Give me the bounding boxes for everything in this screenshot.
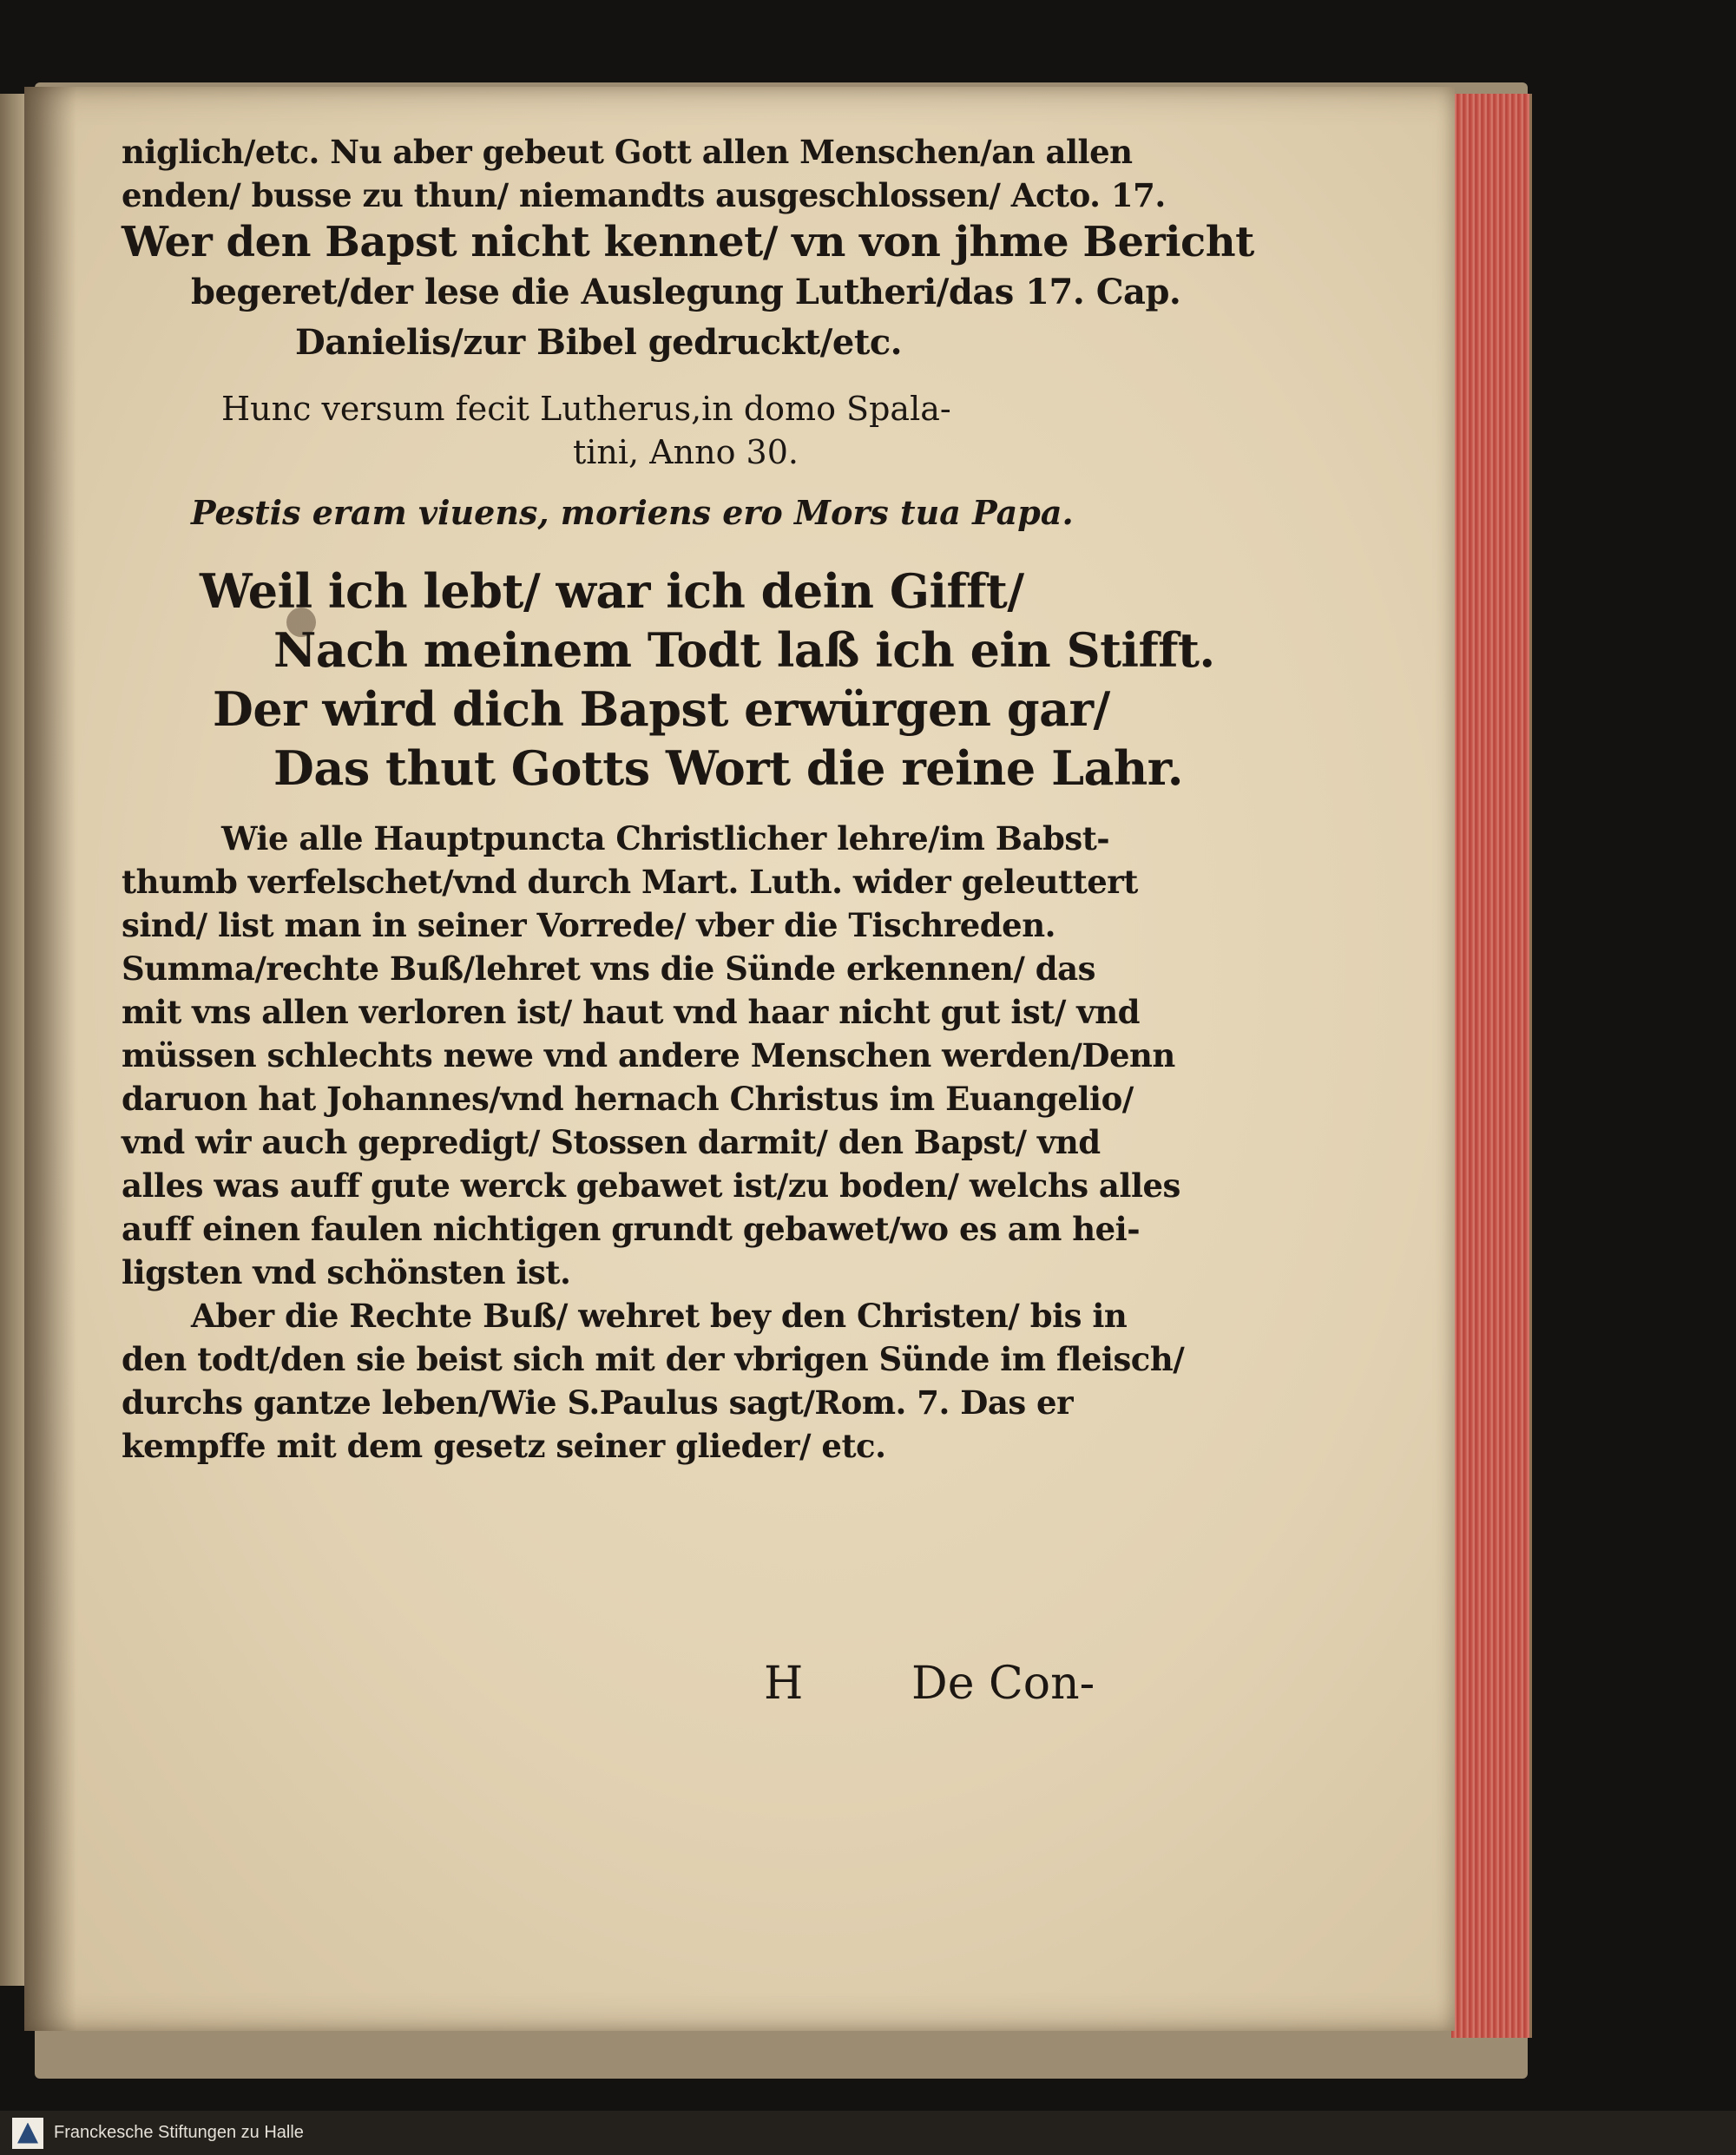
text-line: müssen schlechts newe vnd andere Menschen werden/Denn (122, 1036, 1175, 1074)
text-line: tini, Anno 30. (573, 433, 799, 471)
signature-mark: H (764, 1658, 804, 1710)
paragraph-hauptpuncta (122, 817, 1180, 1294)
red-page-edges (1451, 94, 1532, 2038)
bapst-paragraph (122, 217, 1254, 368)
verse-line: Der wird dich Bapst erwürgen gar/ (213, 681, 1110, 737)
institution-logo-icon (12, 2118, 43, 2149)
paragraph-rechte-buss (122, 1294, 1185, 1468)
page-text (122, 130, 1254, 1468)
text-line: Summa/rechte Buß/lehret vns die Sünde erkennen/ das (122, 949, 1095, 988)
text-line: sind/ list man in seiner Vorrede/ vber die Tischreden. (122, 906, 1055, 944)
text-line: vnd wir auch gepredigt/ Stossen darmit/ den Bapst/ vnd (122, 1123, 1101, 1161)
text-line: Hunc versum fecit Lutherus,in domo Spala- (221, 390, 951, 428)
text-line: Wie alle Hauptpuncta Christlicher lehre/im Babst- (221, 819, 1110, 857)
verse-line: Weil ich lebt/ war ich dein Gifft/ (200, 563, 1024, 619)
text-line: ligsten vnd schönsten ist. (122, 1253, 571, 1291)
text-line: durchs gantze leben/Wie S.Paulus sagt/Rom. 7. Das er (122, 1383, 1074, 1422)
text-line: begeret/der lese die Auslegung Lutheri/das 17. Cap. (191, 272, 1181, 312)
verse-line: Nach meinem Todt laß ich ein Stifft. (273, 622, 1215, 678)
text-line: Wer den Bapst nicht kennet/ vn von jhme Bericht (122, 218, 1254, 266)
text-line: kempffe mit dem gesetz seiner glieder/ etc. (122, 1427, 886, 1465)
latin-verse: Pestis eram viuens, moriens ero Mors tua Papa. (191, 493, 1074, 532)
german-verse (122, 562, 1215, 798)
verse-line: Das thut Gotts Wort die reine Lahr. (273, 740, 1184, 796)
text-line: enden/ busse zu thun/ niemandts ausgeschlossen/ Acto. 17. (122, 176, 1166, 214)
top-paragraph (122, 130, 1166, 217)
text-line: thumb verfelschet/vnd durch Mart. Luth. wider geleuttert (122, 863, 1138, 901)
text-line: daruon hat Johannes/vnd hernach Christus im Euangelio/ (122, 1080, 1134, 1118)
text-line: niglich/etc. Nu aber gebeut Gott allen Menschen/an allen (122, 133, 1133, 171)
institution-footer (0, 2111, 1736, 2155)
text-line: auff einen faulen nichtigen grundt gebawet/wo es am hei- (122, 1210, 1141, 1248)
text-line: den todt/den sie beist sich mit der vbrigen Sünde im fleisch/ (122, 1340, 1185, 1378)
institution-name: Franckesche Stiftungen zu Halle (54, 2123, 304, 2142)
gutter-shadow (24, 87, 76, 2031)
text-line: alles was auff gute werck gebawet ist/zu boden/ welchs alles (122, 1166, 1180, 1205)
latin-note (122, 387, 1137, 474)
text-line: Aber die Rechte Buß/ wehret bey den Christen/ bis in (191, 1297, 1128, 1335)
text-line: mit vns allen verloren ist/ haut vnd haar nicht gut ist/ vnd (122, 993, 1141, 1031)
catchword: De Con- (911, 1658, 1095, 1710)
text-line: Danielis/zur Bibel gedruckt/etc. (295, 322, 903, 363)
